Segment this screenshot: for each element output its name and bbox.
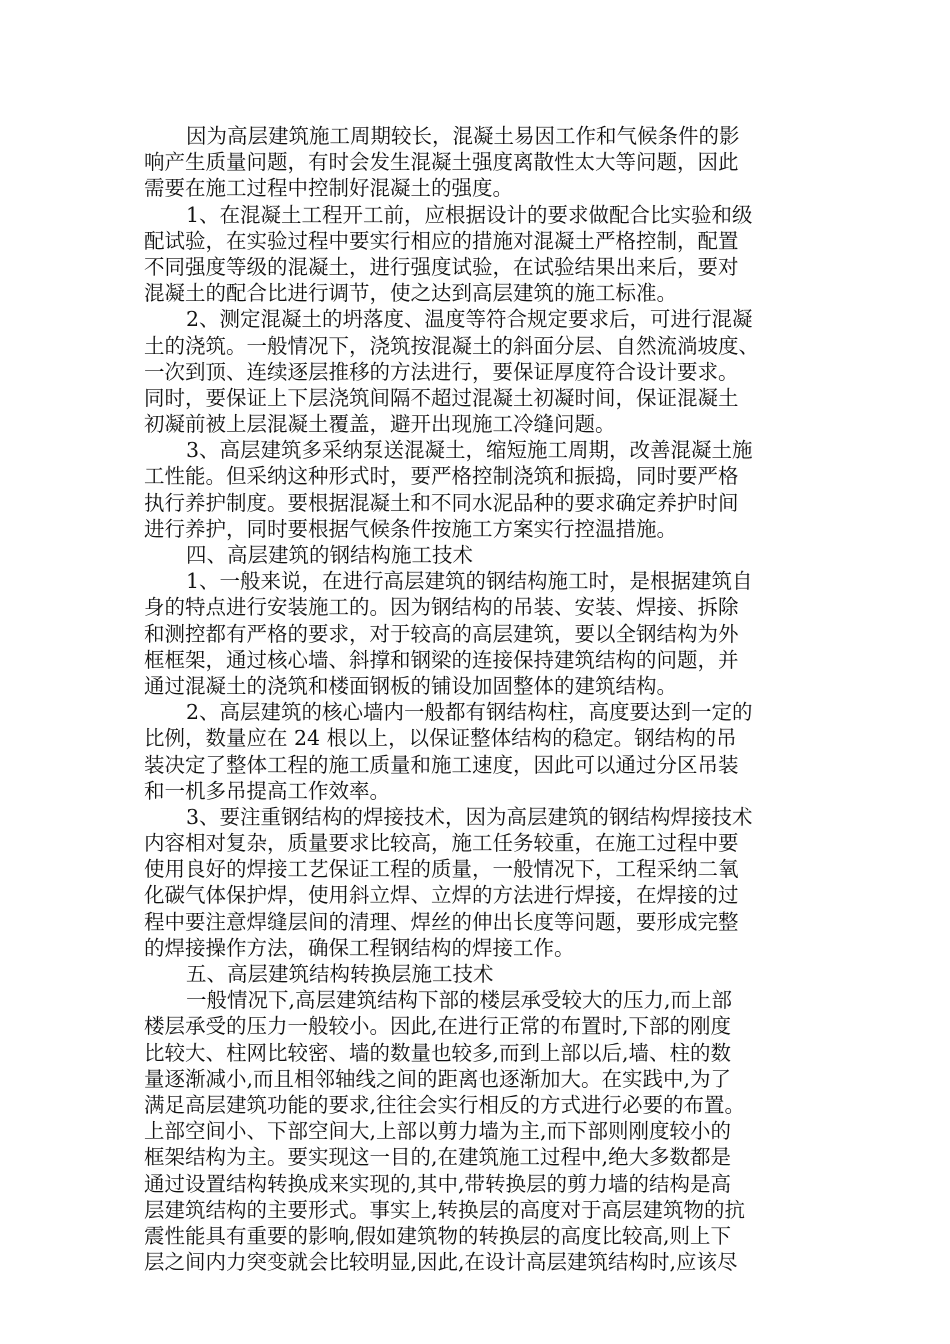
paragraph-intro-line-3: 需要在施工过程中控制好混凝土的强度。 — [144, 176, 513, 201]
steel-item-1-line-2: 身的特点进行安装施工的。因为钢结构的吊装、安装、焊接、拆除 — [144, 595, 739, 620]
transfer-paragraph-line-3: 比较大、柱网比较密、墙的数量也较多,而到上部以后,墙、柱的数 — [144, 1040, 732, 1065]
concrete-item-2-line-2: 土的浇筑。一般情况下，浇筑按混凝土的斜面分层、自然流淌坡度、 — [144, 333, 759, 358]
concrete-item-1-line-2: 配试验，在实验过程中要实行相应的措施对混凝土严格控制，配置 — [144, 228, 739, 253]
concrete-item-3-line-3: 执行养护制度。要根据混凝土和不同水泥品种的要求确定养护时间 — [144, 490, 739, 515]
transfer-paragraph-line-8: 通过设置结构转换成来实现的,其中,带转换层的剪力墙的结构是高 — [144, 1171, 732, 1196]
transfer-paragraph-line-7: 框架结构为主。要实现这一目的,在建筑施工过程中,绝大多数都是 — [144, 1145, 732, 1170]
concrete-item-3-line-1: 3、高层建筑多采纳泵送混凝土，缩短施工周期，改善混凝土施 — [186, 438, 753, 463]
steel-item-3-line-5: 程中要注意焊缝层间的清理、焊丝的伸出长度等问题，要形成完整 — [144, 909, 739, 934]
paragraph-intro-line-1: 因为高层建筑施工周期较长，混凝土易因工作和气候条件的影 — [186, 124, 740, 148]
concrete-item-1-line-3: 不同强度等级的混凝土，进行强度试验，在试验结果出来后，要对 — [144, 254, 739, 279]
transfer-paragraph-line-1: 一般情况下,高层建筑结构下部的楼层承受较大的压力,而上部 — [186, 988, 733, 1013]
paragraph-intro-line-2: 响产生质量问题，有时会发生混凝土强度离散性太大等问题，因此 — [144, 150, 739, 175]
steel-item-2-line-4: 和一机多吊提高工作效率。 — [144, 778, 390, 803]
steel-item-1-line-3: 和测控都有严格的要求，对于较高的高层建筑，要以全钢结构为外 — [144, 621, 739, 646]
concrete-item-2-line-3: 一次到顶、连续逐层推移的方法进行，要保证厚度符合设计要求。 — [144, 359, 739, 384]
concrete-item-1-line-1: 1、在混凝土工程开工前，应根据设计的要求做配合比实验和级 — [186, 202, 753, 227]
steel-item-2-line-1: 2、高层建筑的核心墙内一般都有钢结构柱，高度要达到一定的 — [186, 700, 753, 725]
concrete-item-2-line-5: 初凝前被上层混凝土覆盖，避开出现施工冷缝问题。 — [144, 412, 616, 437]
document-body — [144, 123, 804, 1275]
transfer-paragraph-line-2: 楼层承受的压力一般较小。因此,在进行正常的布置时,下部的刚度 — [144, 1014, 732, 1039]
concrete-item-3-line-2: 工性能。但采纳这种形式时，要严格控制浇筑和振捣，同时要严格 — [144, 464, 739, 489]
concrete-item-2-line-4: 同时，要保证上下层浇筑间隔不超过混凝土初凝时间，保证混凝土 — [144, 385, 739, 410]
steel-item-1-line-4: 框框架，通过核心墙、斜撑和钢梁的连接保持建筑结构的问题，并 — [144, 647, 739, 672]
transfer-paragraph-line-11: 层之间内力突变就会比较明显,因此,在设计高层建筑结构时,应该尽 — [144, 1250, 738, 1275]
transfer-paragraph-line-5: 满足高层建筑功能的要求,往往会实行相反的方式进行必要的布置。 — [144, 1092, 746, 1117]
steel-item-3-line-2: 内容相对复杂，质量要求比较高，施工任务较重，在施工过程中要 — [144, 831, 739, 856]
steel-item-1-line-1: 1、一般来说，在进行高层建筑的钢结构施工时，是根据建筑自 — [186, 569, 753, 594]
steel-item-3-line-4: 化碳气体保护焊，使用斜立焊、立焊的方法进行焊接，在焊接的过 — [144, 883, 739, 908]
steel-item-2-line-2: 比例，数量应在 24 根以上，以保证整体结构的稳定。钢结构的吊 — [144, 726, 737, 751]
steel-item-2-line-3: 装决定了整体工程的施工质量和施工速度，因此可以通过分区吊装 — [144, 752, 739, 777]
section-heading-steel: 四、高层建筑的钢结构施工技术 — [186, 543, 473, 567]
transfer-paragraph-line-4: 量逐渐减小,而且相邻轴线之间的距离也逐渐加大。在实践中,为了 — [144, 1066, 732, 1091]
transfer-paragraph-line-9: 层建筑结构的主要形式。事实上,转换层的高度对于高层建筑物的抗 — [144, 1197, 746, 1222]
transfer-paragraph-line-10: 震性能具有重要的影响,假如建筑物的转换层的高度比较高,则上下 — [144, 1223, 732, 1248]
steel-item-3-line-1: 3、要注重钢结构的焊接技术，因为高层建筑的钢结构焊接技术 — [186, 804, 753, 829]
steel-item-3-line-3: 使用良好的焊接工艺保证工程的质量，一般情况下，工程采纳二氧 — [144, 857, 739, 882]
steel-item-3-line-6: 的焊接操作方法，确保工程钢结构的焊接工作。 — [144, 935, 575, 960]
section-heading-transfer-layer: 五、高层建筑结构转换层施工技术 — [186, 962, 494, 986]
concrete-item-2-line-1: 2、测定混凝土的坍落度、温度等符合规定要求后，可进行混凝 — [186, 307, 753, 332]
concrete-item-3-line-4: 进行养护，同时要根据气候条件按施工方案实行控温措施。 — [144, 516, 677, 541]
steel-item-1-line-5: 通过混凝土的浇筑和楼面钢板的铺设加固整体的建筑结构。 — [144, 673, 677, 698]
concrete-item-1-line-4: 混凝土的配合比进行调节，使之达到高层建筑的施工标准。 — [144, 281, 677, 306]
transfer-paragraph-line-6: 上部空间小、下部空间大,上部以剪力墙为主,而下部则刚度较小的 — [144, 1119, 732, 1144]
